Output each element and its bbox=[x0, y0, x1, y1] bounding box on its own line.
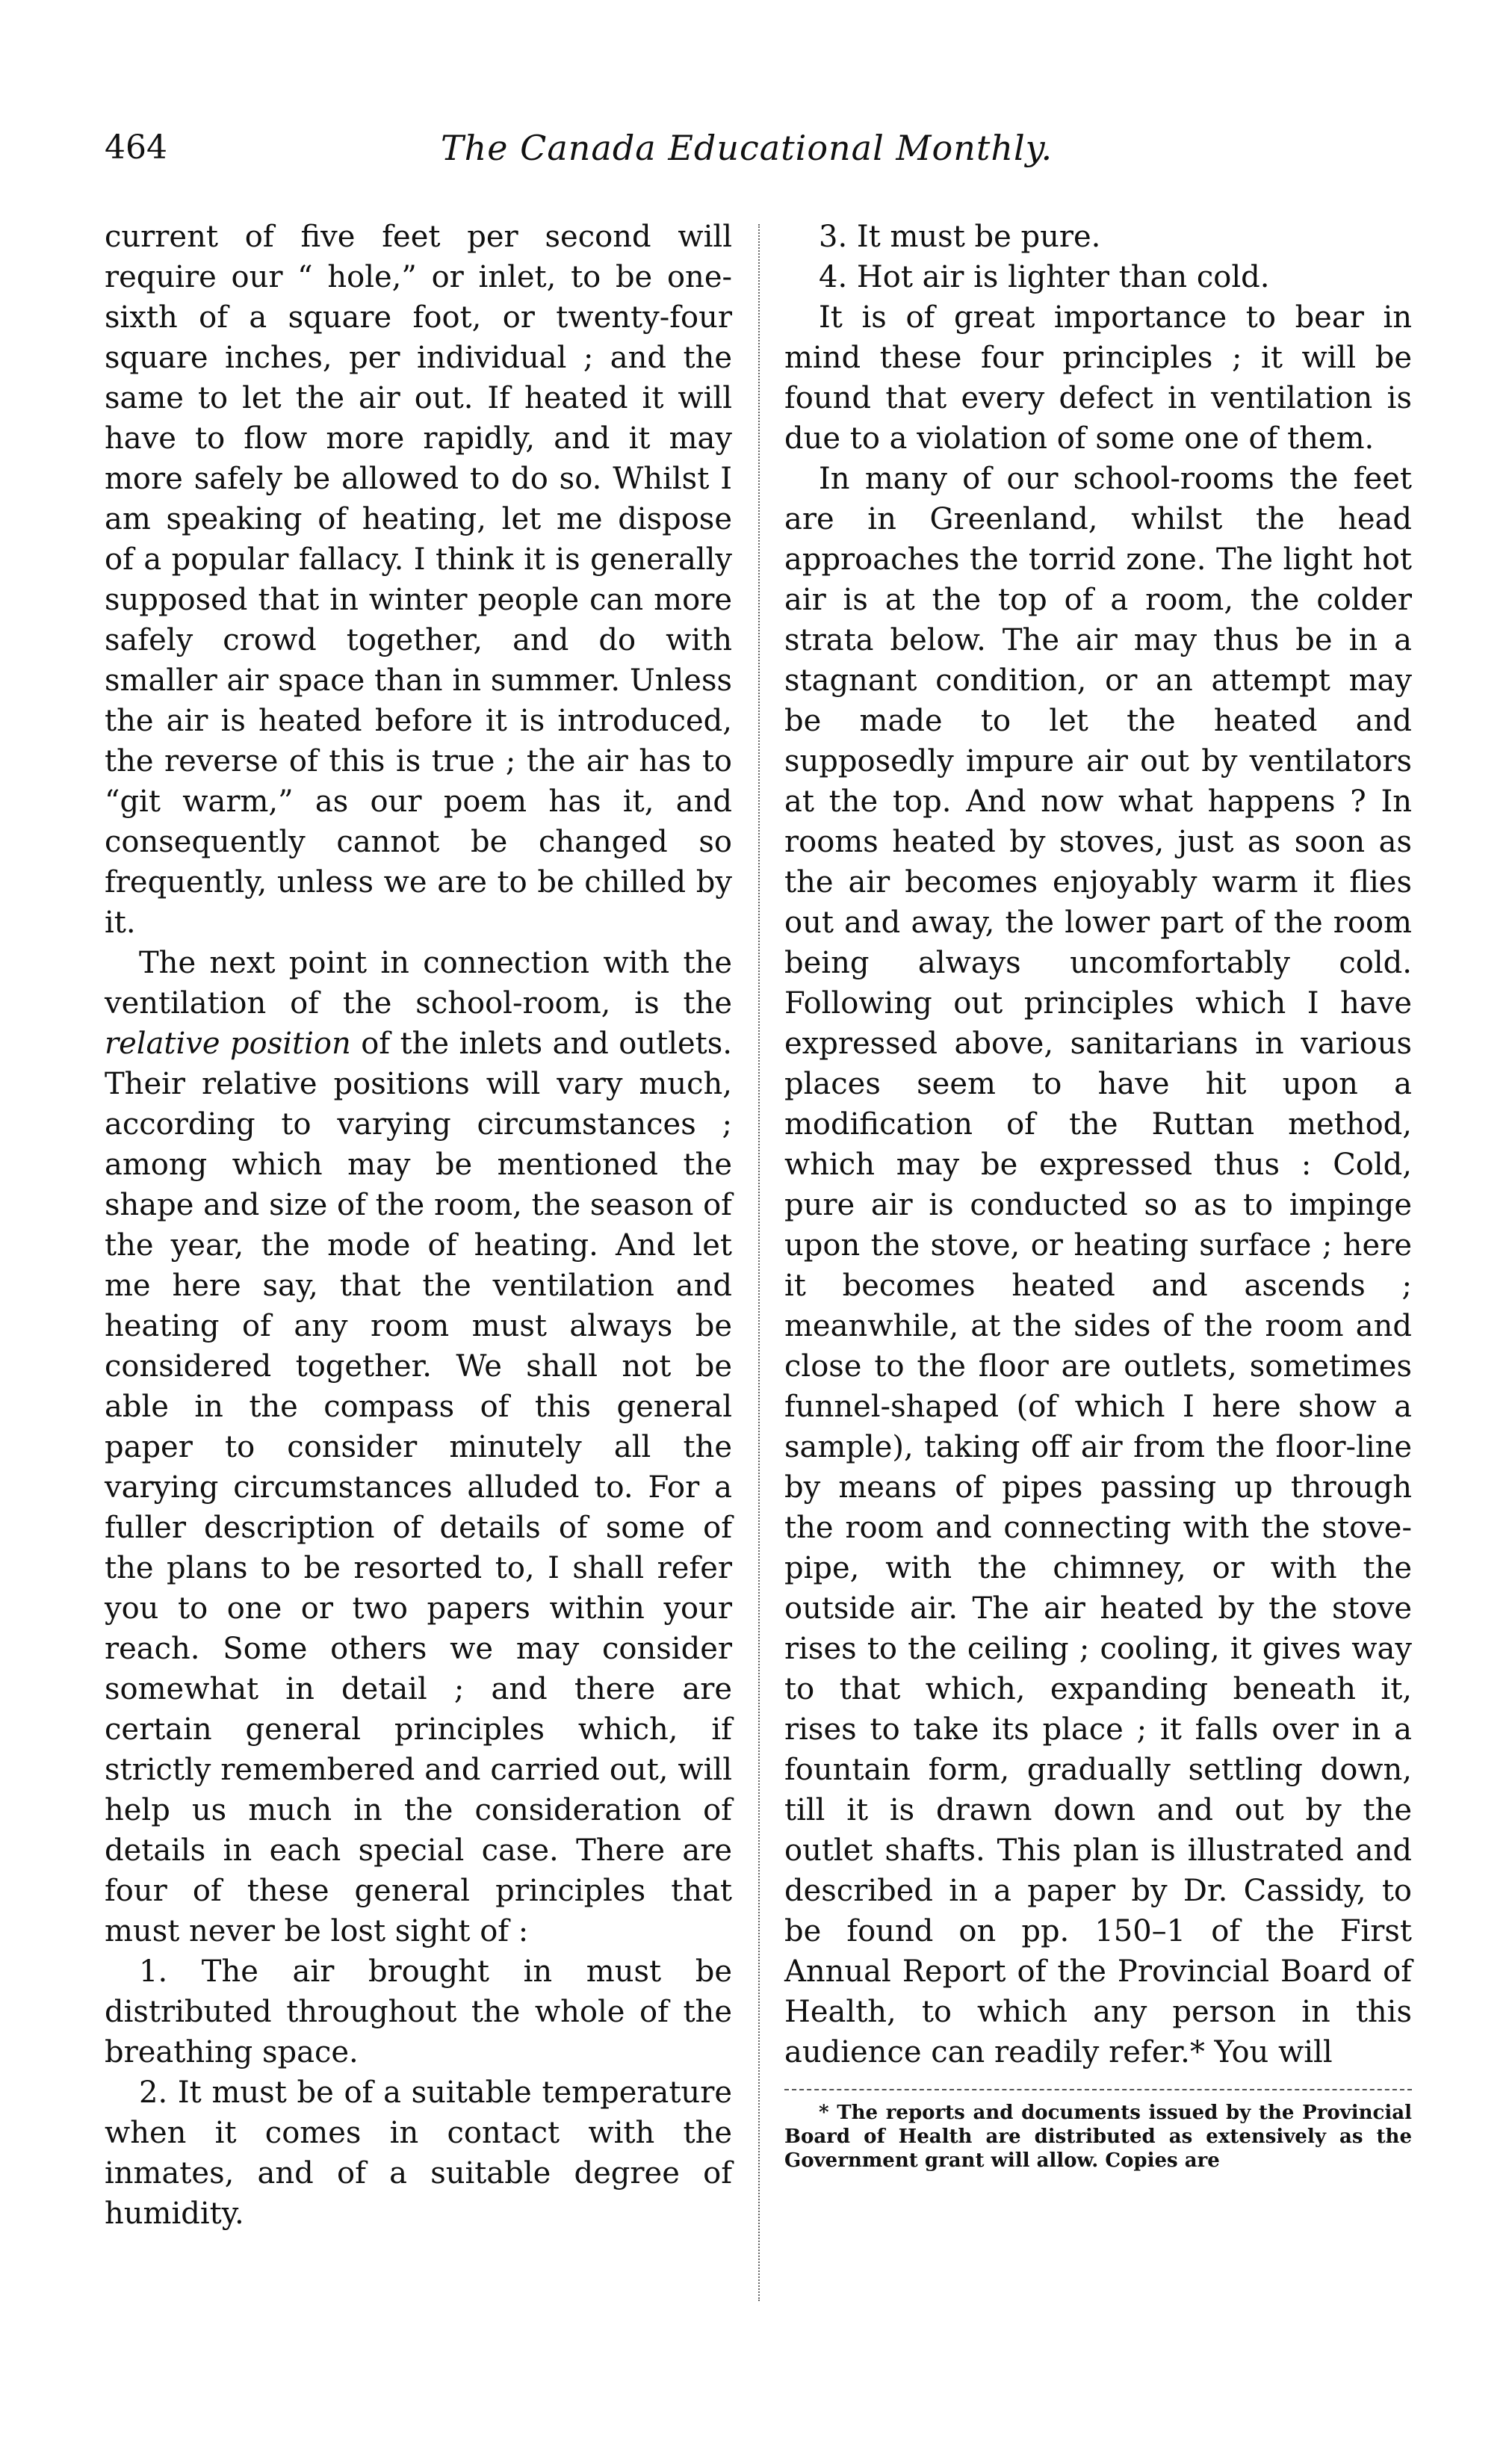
footnote-rule bbox=[784, 2089, 1412, 2090]
footnote: * The reports and documents issued by the Provincial Board of Health are distributed as extensively as the Government grant will allow. Copies are bbox=[784, 2102, 1412, 2172]
principle-4: 4. Hot air is lighter than cold. bbox=[819, 260, 1270, 294]
paragraph-relative-position bbox=[105, 943, 732, 1951]
left-column bbox=[105, 217, 732, 2234]
principle-3: 3. It must be pure. bbox=[819, 220, 1101, 254]
right-column bbox=[784, 217, 1412, 2173]
running-title: The Canada Educational Monthly. bbox=[441, 128, 1053, 168]
paragraph-importance: It is of great importance to bear in mind these four principles ; it will be found that every defect in ventilation is due to a violation of some one of them. bbox=[784, 300, 1412, 456]
paragraph-text-end: of the inlets and outlets. Their relative positions will vary much, according to varying circumstances ; among which may be mentioned the shape and size of the room, the season of the year, the mode of heating. And let me here say, that the ventilation and heating of any room must always be considered together. We shall not be able in the compass of this general paper to consider minutely all the varying circumstances alluded to. For a fuller description of details of some of the plans to be resorted to, I shall refer you to one or two papers within your reach. Some others we may consider somewhat in detail ; and there are certain general principles which, if strictly remembered and carried out, will help us much in the consideration of details in each special case. There are four of these general principles that must never be lost sight of : bbox=[105, 1027, 732, 1948]
paragraph-text-start: The next point in connection with the ventilation of the school-room, is the bbox=[105, 946, 732, 1021]
page-number: 464 bbox=[105, 129, 167, 167]
paragraph-continued: current of five feet per second will require our “ hole,” or inlet, to be one-sixth of a square foot, or twenty-four square inches, per individual ; and the same to let the air out. If heated it will have to flow more rapidly, and it may more safely be allowed to do so. Whilst I am speaking of heating, let me dispose of a popular fallacy. I think it is generally supposed that in winter people can more safely crowd together, and do with smaller air space than in summer. Unless the air is heated before it is introduced, the reverse of this is true ; the air has to “git warm,” as our poem has it, and consequently cannot be changed so frequently, unless we are to be chilled by it. bbox=[105, 220, 732, 940]
principle-1: 1. The air brought in must be distributed throughout the whole of the breathing space. bbox=[105, 1954, 732, 2069]
principle-2: 2. It must be of a suitable temperature when it comes in contact with the inmates, and of a suitable degree of humidity. bbox=[105, 2075, 732, 2231]
emphasis-relative-position: relative position bbox=[105, 1027, 351, 1061]
column-divider bbox=[758, 224, 760, 2301]
paragraph-ruttan-method: In many of our school-rooms the feet are in Greenland, whilst the head approaches the torrid zone. The light hot air is at the top of a room, the colder strata below. The air may thus be in a stagnant condition, or an attempt may be made to let the heated and supposedly impure air out by ventilators at the top. And now what happens ? In rooms heated by stoves, just as soon as the air becomes enjoyably warm it flies out and away, the lower part of the room being always uncomfortably cold. Following out principles which I have expressed above, sanitarians in various places seem to have hit upon a modification of the Ruttan method, which may be expressed thus : Cold, pure air is conducted so as to impinge upon the stove, or heating surface ; here it becomes heated and ascends ; meanwhile, at the sides of the room and close to the floor are outlets, sometimes funnel-shaped (of which I here show a sample), taking off air from the floor-line by means of pipes passing up through the room and connecting with the stove-pipe, with the chimney, or with the outside air. The air heated by the stove rises to the ceiling ; cooling, it gives way to that which, expanding beneath it, rises to take its place ; it falls over in a fountain form, gradually settling down, till it is drawn down and out by the outlet shafts. This plan is illustrated and described in a paper by Dr. Cassidy, to be found on pp. 150–1 of the First Annual Report of the Provincial Board of Health, to which any person in this audience can readily refer.* You will bbox=[784, 462, 1412, 2069]
page-header bbox=[105, 126, 1419, 178]
